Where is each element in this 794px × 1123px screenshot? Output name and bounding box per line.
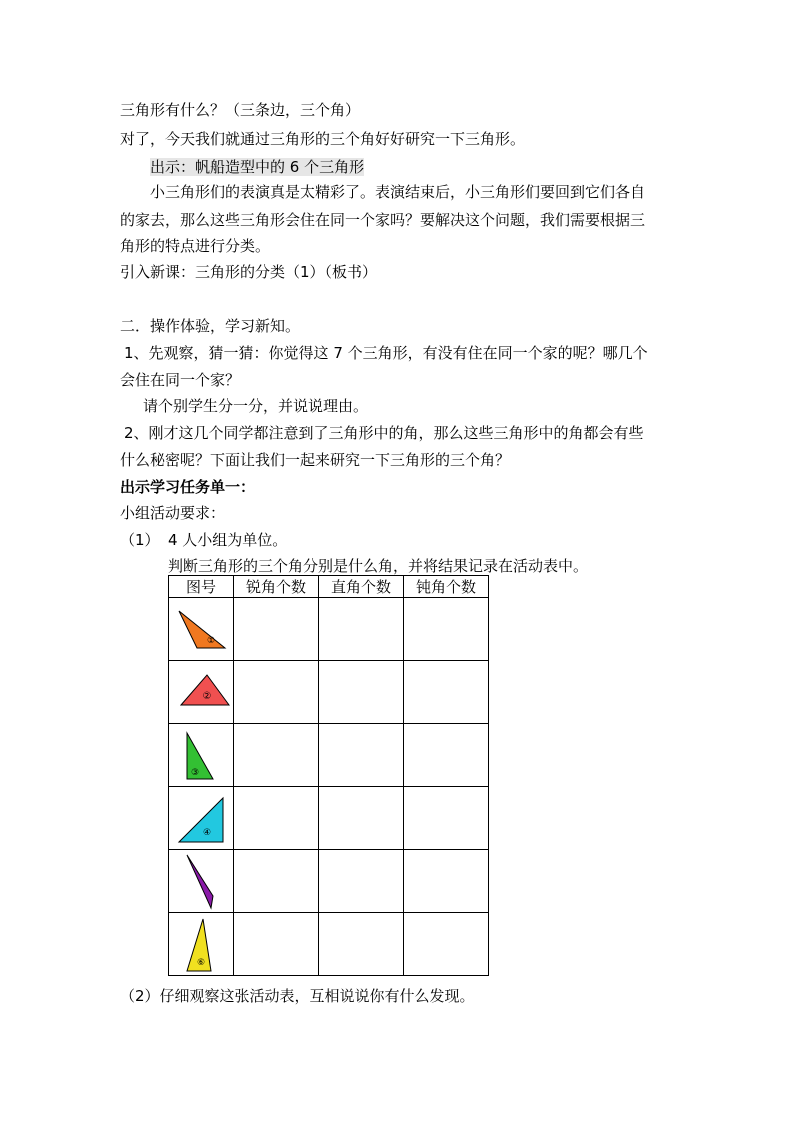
activity-table: [168, 575, 489, 976]
triangle-4-label: ④: [202, 828, 212, 838]
line-2: 对了，今天我们就通过三角形的三个角好好研究一下三角形。: [120, 130, 526, 148]
line-4: 小三角形们的表演真是太精彩了。表演结束后，小三角形们要回到它们各自: [150, 183, 646, 201]
table-row: [169, 850, 489, 913]
header-cell: 锐角个数: [234, 576, 319, 598]
line-17: 判断三角形的三个角分别是什么角，并将结果记录在活动表中。: [168, 557, 589, 575]
triangle-4-shape: [171, 790, 231, 846]
obtuse-count-cell[interactable]: [404, 787, 489, 850]
right-count-cell[interactable]: [319, 850, 404, 913]
table-row: [169, 598, 489, 661]
triangle-6-shape: [171, 915, 231, 973]
obtuse-count-cell[interactable]: [404, 598, 489, 661]
right-count-cell[interactable]: [319, 913, 404, 976]
triangle-2-shape: [171, 667, 231, 717]
acute-count-cell[interactable]: [234, 661, 319, 724]
highlighted-text: 出示：帆船造型中的 6 个三角形: [150, 158, 365, 176]
line-18: （2）仔细观察这张活动表，互相说说你有什么发现。: [120, 987, 475, 1005]
line-11: 请个别学生分一分，并说说理由。: [143, 397, 369, 415]
line-1: 三角形有什么？（三条边，三个角）: [120, 101, 361, 119]
acute-count-cell[interactable]: [234, 598, 319, 661]
triangle-1-shape: [171, 604, 231, 654]
table-row: [169, 787, 489, 850]
line-3: [150, 157, 364, 177]
line-5: 的家去，那么这些三角形会住在同一个家吗？要解决这个问题，我们需要根据三: [120, 211, 646, 229]
line-9: 1、先观察，猜一猜：你觉得这 7 个三角形，有没有住在同一个家的呢？哪几个: [124, 344, 648, 362]
table-row: [169, 913, 489, 976]
triangle-2-label: ②: [202, 691, 212, 702]
right-count-cell[interactable]: [319, 598, 404, 661]
triangle-5: [187, 855, 213, 908]
triangle-cell-3: [169, 724, 234, 787]
header-cell: 图号: [169, 576, 234, 598]
acute-count-cell[interactable]: [234, 787, 319, 850]
line-16-num: （1）: [120, 531, 160, 549]
obtuse-count-cell[interactable]: [404, 661, 489, 724]
right-count-cell[interactable]: [319, 787, 404, 850]
line-13: 什么秘密呢？下面让我们一起来研究一下三角形的三个角？: [120, 451, 511, 469]
triangle-4: [179, 798, 223, 842]
obtuse-count-cell[interactable]: [404, 724, 489, 787]
line-12: 2、刚才这几个同学都注意到了三角形中的角，那么这些三角形中的角都会有些: [124, 424, 644, 442]
line-15: 小组活动要求：: [120, 504, 226, 522]
table-row: [169, 661, 489, 724]
triangle-3-shape: [171, 727, 231, 783]
triangle-3-label: ③: [190, 768, 200, 778]
table-row: [169, 724, 489, 787]
section-heading: 二．操作体验，学习新知。: [120, 317, 301, 335]
right-count-cell[interactable]: [319, 661, 404, 724]
header-cell: 钝角个数: [404, 576, 489, 598]
header-cell: 直角个数: [319, 576, 404, 598]
acute-count-cell[interactable]: [234, 913, 319, 976]
table-header-row: [169, 576, 489, 598]
triangle-cell-2: [169, 661, 234, 724]
triangle-1: [179, 611, 225, 648]
triangle-cell-6: [169, 913, 234, 976]
triangle-cell-4: [169, 787, 234, 850]
triangle-cell-5: [169, 850, 234, 913]
triangle-1-label: ①: [206, 636, 216, 646]
line-6: 角形的特点进行分类。: [120, 237, 271, 255]
line-7: 引入新课：三角形的分类（1）（板书）: [120, 263, 378, 281]
triangle-6-label: ⑥: [196, 958, 206, 968]
right-count-cell[interactable]: [319, 724, 404, 787]
acute-count-cell[interactable]: [234, 850, 319, 913]
triangle-cell-1: [169, 598, 234, 661]
line-16-text: 4 人小组为单位。: [168, 531, 288, 549]
obtuse-count-cell[interactable]: [404, 913, 489, 976]
obtuse-count-cell[interactable]: [404, 850, 489, 913]
triangle-5-shape: [171, 852, 231, 910]
line-10: 会住在同一个家？: [120, 371, 241, 389]
acute-count-cell[interactable]: [234, 724, 319, 787]
task-title: 出示学习任务单一：: [120, 478, 256, 496]
